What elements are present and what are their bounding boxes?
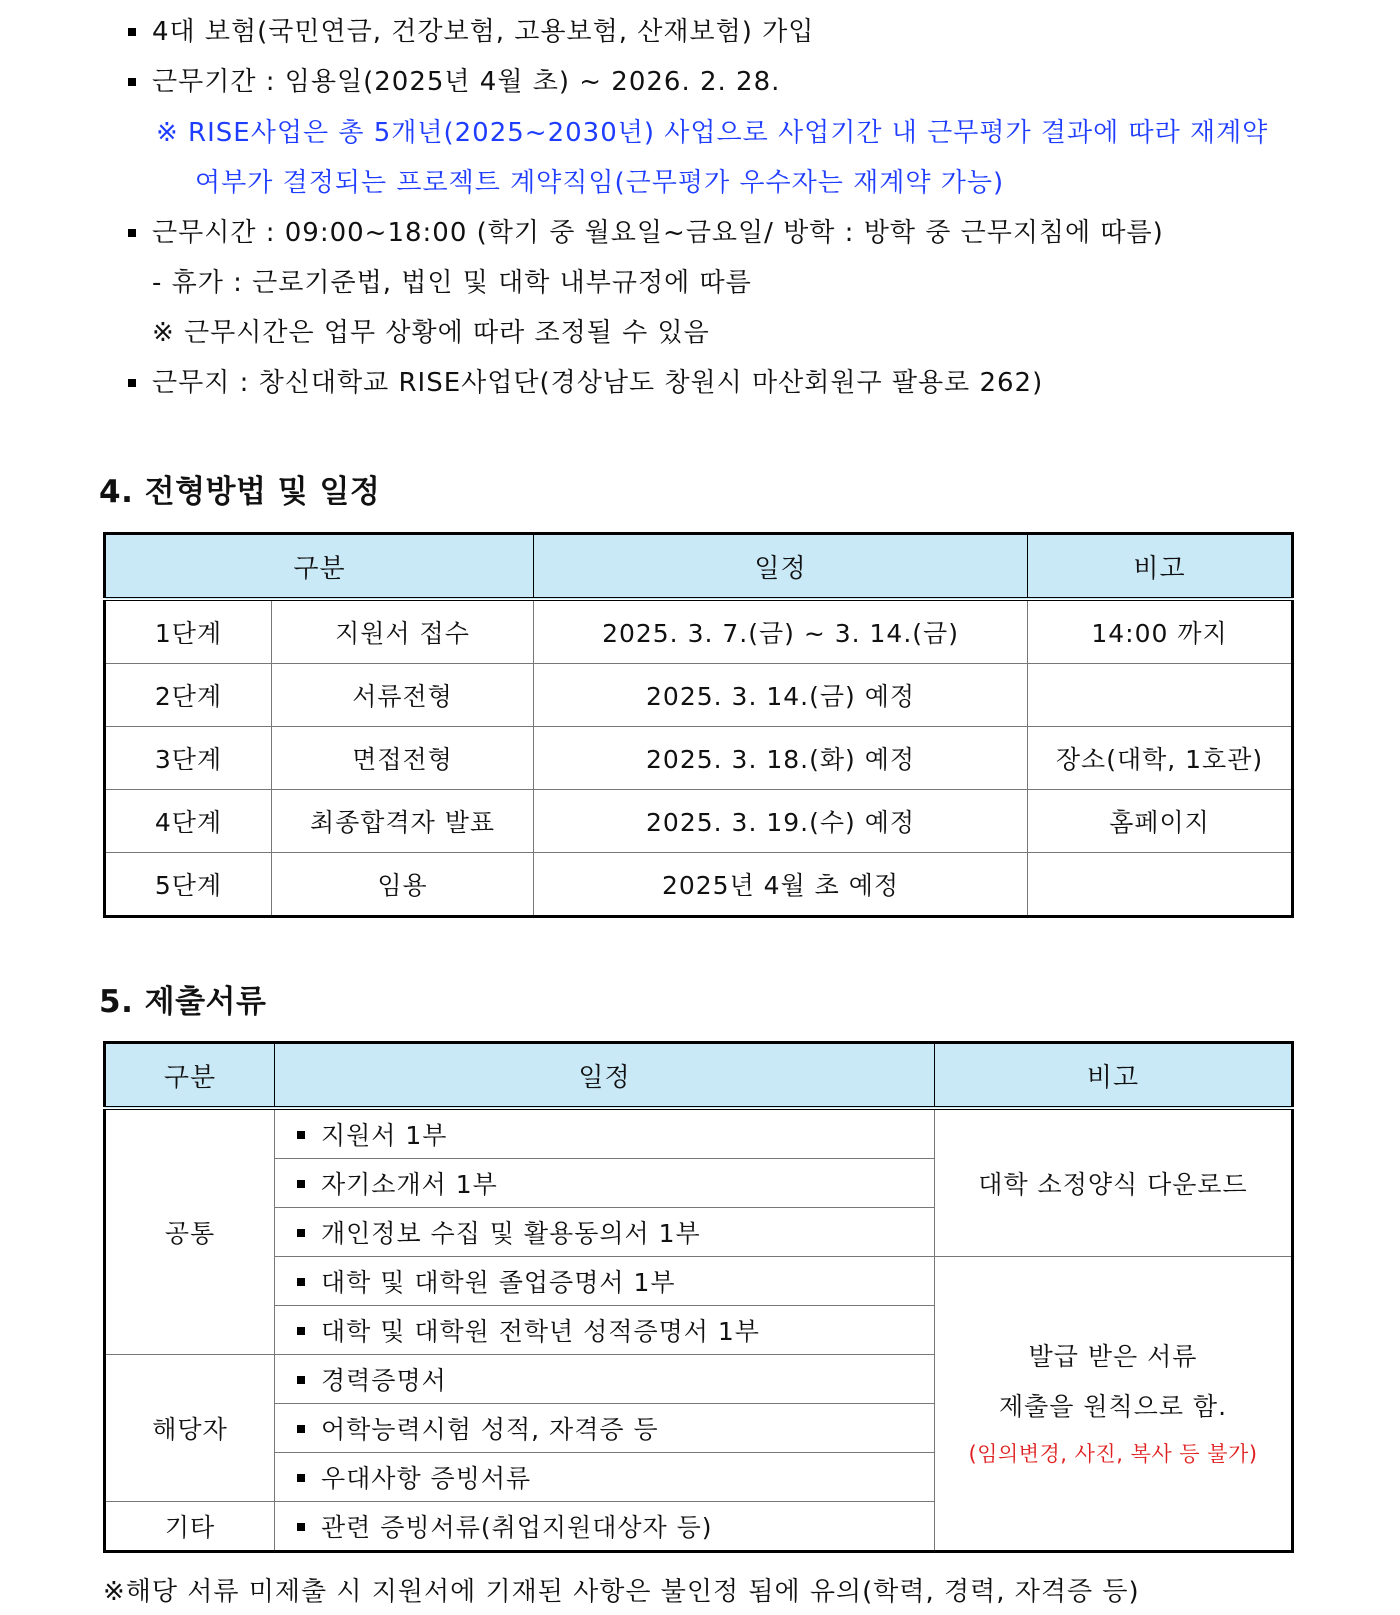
stage-cell: 3단계 [105,727,272,790]
work-location-text: 근무지 : 창신대학교 RISE사업단(경상남도 창원시 마산회원구 팔용로 262) [152,368,1044,398]
work-hours-text: 근무시간 : 09:00~18:00 (학기 중 월요일~금요일/ 방학 : 방학 중 근무지침에 따름) [152,218,1164,248]
table-row [105,1108,1293,1159]
date-cell: 2025. 3. 18.(화) 예정 [534,727,1028,790]
header-remarks: 비고 [935,1043,1293,1109]
table-row [105,727,1293,790]
leave-text: - 휴가 : 근로기준법, 법인 및 대학 내부규정에 따름 [152,268,752,298]
remark-cell: 장소(대학, 1호관) [1028,727,1293,790]
issued-note-cell [935,1257,1293,1552]
document-item: 지원서 1부 [275,1108,935,1159]
stage-name-cell: 최종합격자 발표 [272,790,534,853]
bullet-icon [297,1474,305,1482]
remark-cell: 홈페이지 [1028,790,1293,853]
section5-title: 5. 제출서류 [99,984,267,1020]
issued-note-line2: 제출을 원칙으로 함. [998,1391,1228,1421]
date-cell: 2025. 3. 19.(수) 예정 [534,790,1028,853]
group-common-cell: 공통 [105,1108,275,1355]
group-applicable-cell: 해당자 [105,1355,275,1502]
header-schedule: 일정 [275,1043,935,1109]
work-period-text: 근무기간 : 임용일(2025년 4월 초) ~ 2026. 2. 28. [152,67,781,97]
stage-cell: 5단계 [105,853,272,917]
remark-cell [1028,664,1293,727]
table-row [105,599,1293,664]
date-cell: 2025년 4월 초 예정 [534,853,1028,917]
header-category: 구분 [105,1043,275,1109]
bullet-icon [128,78,136,86]
remark-cell [1028,853,1293,917]
stage-cell: 4단계 [105,790,272,853]
download-note-cell: 대학 소정양식 다운로드 [935,1108,1293,1257]
bullet-icon [297,1278,305,1286]
period-note-line1: ※ RISE사업은 총 5개년(2025~2030년) 사업으로 사업기간 내 근무평가 결과에 따라 재계약 [156,118,1269,148]
document-item: 경력증명서 [275,1355,935,1404]
period-note-line2: 여부가 결정되는 프로젝트 계약직임(근무평가 우수자는 재계약 가능) [195,168,1005,198]
bullet-icon [297,1131,305,1139]
bullet-icon [297,1229,305,1237]
stage-cell: 2단계 [105,664,272,727]
stage-name-cell: 서류전형 [272,664,534,727]
table-row [105,664,1293,727]
table-row [105,853,1293,917]
bullet-icon [128,379,136,387]
document-item: 개인정보 수집 및 활용동의서 1부 [275,1208,935,1257]
document-item: 우대사항 증빙서류 [275,1453,935,1502]
footer-note: ※해당 서류 미제출 시 지원서에 기재된 사항은 불인정 됨에 유의(학력, 경력, 자격증 등) [103,1577,1140,1607]
document-item: 자기소개서 1부 [275,1159,935,1208]
bullet-icon [297,1180,305,1188]
stage-name-cell: 임용 [272,853,534,917]
header-schedule: 일정 [534,534,1028,600]
bullet-icon [128,28,136,36]
bullet-icon [297,1425,305,1433]
insurance-text: 4대 보험(국민연금, 건강보험, 고용보험, 산재보험) 가입 [152,17,815,47]
document-item: 어학능력시험 성적, 자격증 등 [275,1404,935,1453]
stage-name-cell: 면접전형 [272,727,534,790]
date-cell: 2025. 3. 14.(금) 예정 [534,664,1028,727]
document-item: 대학 및 대학원 졸업증명서 1부 [275,1257,935,1306]
bullet-icon [297,1523,305,1531]
section4-title: 4. 전형방법 및 일정 [99,474,381,510]
issued-note-line3: (임의변경, 사진, 복사 등 불가) [968,1441,1258,1466]
remark-cell: 14:00 까지 [1028,599,1293,664]
table-row [105,1257,1293,1306]
document-item: 대학 및 대학원 전학년 성적증명서 1부 [275,1306,935,1355]
document-item: 관련 증빙서류(취업지원대상자 등) [275,1502,935,1552]
date-cell: 2025. 3. 7.(금) ~ 3. 14.(금) [534,599,1028,664]
schedule-header-row [105,534,1293,600]
header-category: 구분 [105,534,534,600]
bullet-icon [297,1376,305,1384]
bullet-icon [128,229,136,237]
header-remarks: 비고 [1028,534,1293,600]
stage-name-cell: 지원서 접수 [272,599,534,664]
table-row [105,790,1293,853]
stage-cell: 1단계 [105,599,272,664]
hours-note-text: ※ 근무시간은 업무 상황에 따라 조정될 수 있음 [152,318,710,348]
issued-note-line1: 발급 받은 서류 [1028,1341,1198,1371]
bullet-icon [297,1327,305,1335]
documents-table [103,1041,1294,1553]
documents-header-row [105,1043,1293,1109]
group-other-cell: 기타 [105,1502,275,1552]
schedule-table [103,532,1294,918]
